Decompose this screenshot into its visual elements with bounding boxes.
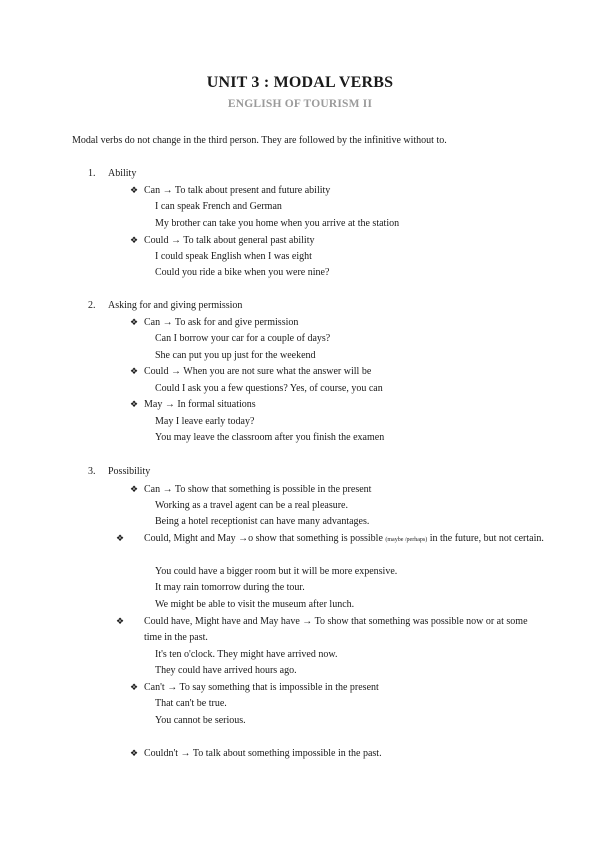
example-line: It's ten o'clock. They might have arrived now.	[155, 649, 338, 660]
bullet-item	[130, 235, 314, 246]
diamond-bullet-icon: ❖	[130, 186, 139, 196]
section-number: 1.	[88, 168, 96, 179]
bullet-text: Can → To show that something is possible in the present	[144, 484, 372, 495]
page-subtitle: ENGLISH OF TOURISM II	[227, 98, 373, 110]
bullet-text-small: (maybe /perhaps)	[385, 537, 428, 543]
bullet-item	[116, 614, 544, 646]
diamond-bullet-icon: ❖	[116, 617, 125, 627]
diamond-bullet-icon: ❖	[130, 236, 139, 246]
bullet-text: Couldn't → To talk about something impossible in the past.	[144, 748, 382, 759]
example-line: You could have a bigger room but it will be more expensive.	[155, 566, 398, 577]
intro-paragraph: Modal verbs do not change in the third person. They are followed by the infinitive without to.	[72, 135, 447, 146]
example-line: We might be able to visit the museum after lunch.	[155, 599, 355, 610]
bullet-text: Could have, Might have and May have → To show that something was possible now or at some time in the past.	[144, 616, 528, 643]
diamond-bullet-icon: ❖	[130, 400, 139, 410]
section-number: 2.	[88, 300, 96, 311]
bullet-text: Could → To talk about general past ability	[144, 235, 315, 246]
example-line: You cannot be serious.	[155, 715, 246, 726]
bullet-text: Can → To ask for and give permission	[144, 317, 299, 328]
bullet-item	[130, 484, 371, 495]
section-heading-possibility	[88, 466, 150, 477]
example-line: Could I ask you a few questions? Yes, of course, you can	[155, 383, 383, 394]
example-line: I can speak French and German	[155, 201, 282, 212]
bullet-item	[130, 682, 379, 693]
bullet-text: in the future, but not certain.	[427, 533, 544, 544]
section-number: 3.	[88, 466, 96, 477]
bullet-item	[130, 317, 298, 328]
example-line: They could have arrived hours ago.	[155, 665, 297, 676]
example-line: Working as a travel agent can be a real pleasure.	[155, 500, 348, 511]
example-line: Can I borrow your car for a couple of days?	[155, 333, 331, 344]
section-title: Asking for and giving permission	[108, 300, 243, 311]
example-line: It may rain tomorrow during the tour.	[155, 582, 305, 593]
bullet-text: Could → When you are not sure what the answer will be	[144, 366, 372, 377]
diamond-bullet-icon: ❖	[116, 534, 125, 544]
example-line: She can put you up just for the weekend	[155, 350, 316, 361]
bullet-text: Could, Might and May →o show that something is possible	[144, 533, 386, 544]
bullet-item	[116, 531, 544, 548]
bullet-text: May → In formal situations	[144, 399, 256, 410]
bullet-item	[130, 399, 256, 410]
example-line: You may leave the classroom after you finish the examen	[155, 432, 385, 443]
example-line: That can't be true.	[155, 698, 227, 709]
example-line: May I leave early today?	[155, 416, 255, 427]
section-heading-permission	[88, 300, 242, 311]
page-title: UNIT 3 : MODAL VERBS	[206, 74, 394, 91]
section-heading-ability	[88, 168, 136, 179]
diamond-bullet-icon: ❖	[130, 485, 139, 495]
bullet-item	[130, 185, 330, 196]
diamond-bullet-icon: ❖	[130, 683, 139, 693]
diamond-bullet-icon: ❖	[130, 749, 139, 759]
bullet-item	[130, 366, 371, 377]
example-line: My brother can take you home when you arrive at the station	[155, 218, 400, 229]
example-line: Being a hotel receptionist can have many advantages.	[155, 516, 370, 527]
bullet-text: Can't → To say something that is impossible in the present	[144, 682, 379, 693]
bullet-text: Can → To talk about present and future ability	[144, 185, 331, 196]
example-line: I could speak English when I was eight	[155, 251, 312, 262]
section-title: Possibility	[108, 466, 151, 477]
bullet-item	[130, 748, 382, 759]
diamond-bullet-icon: ❖	[130, 367, 139, 377]
example-line: Could you ride a bike when you were nine?	[155, 267, 330, 278]
diamond-bullet-icon: ❖	[130, 318, 139, 328]
section-title: Ability	[108, 168, 137, 179]
